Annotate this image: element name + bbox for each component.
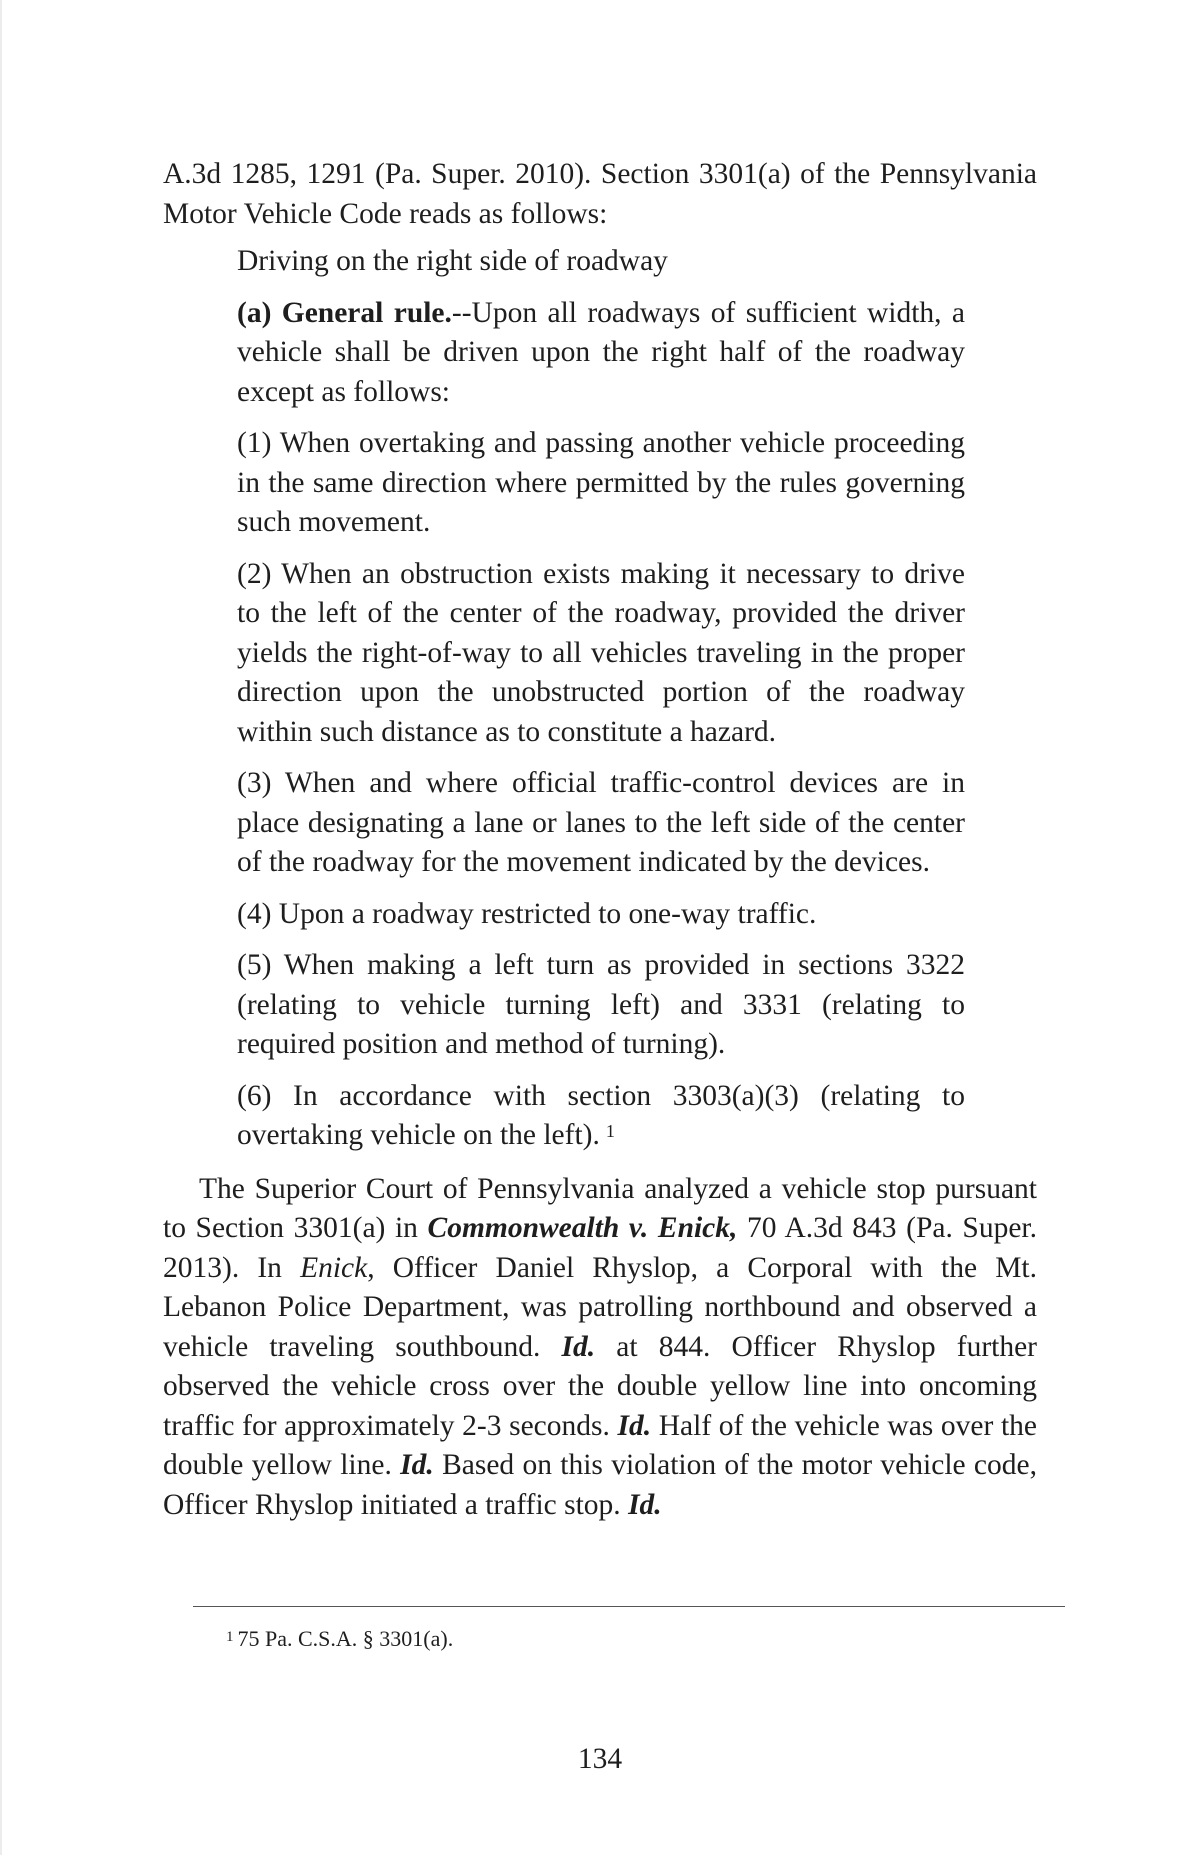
footnote-marker: 1	[226, 1629, 234, 1645]
statute-item-3: (3) When and where official traffic-control devices are in place designating a lane or lanes to the left side of the center of the roadway for the movement indicated by the devices.	[237, 767, 965, 878]
analysis-text-5: Half of the vehicle was over the double yellow line.	[163, 1409, 1037, 1481]
general-rule-label: (a) General rule.	[237, 296, 452, 329]
id-citation-1: Id.	[561, 1330, 596, 1363]
statute-item-5: (5) When making a left turn as provided in sections 3322 (relating to vehicle turning left) and 3331 (relating to required position and method of turning).	[237, 949, 965, 1060]
footnote-text: 75 Pa. C.S.A. § 3301(a).	[237, 1626, 454, 1651]
case-short-name: Enick	[300, 1251, 368, 1284]
id-citation-4: Id.	[628, 1488, 662, 1521]
footnote	[226, 1624, 453, 1654]
analysis-paragraph	[163, 1170, 1037, 1526]
footnote-divider	[193, 1606, 1065, 1607]
statute-item-1: (1) When overtaking and passing another vehicle proceeding in the same direction where permitted by the rules governing such movement.	[237, 427, 965, 538]
analysis-text-3: , Officer Daniel Rhyslop, a Corporal with the Mt. Lebanon Police Department, was patrolling northbound and observed a vehicle traveling southbound.	[163, 1251, 1038, 1363]
statute-item-4: (4) Upon a roadway restricted to one-way traffic.	[237, 897, 817, 930]
opening-paragraph	[163, 155, 1037, 234]
page-number: 134	[577, 1743, 623, 1775]
analysis-text-4: at 844. Officer Rhyslop further observed the vehicle cross over the double yellow line into oncoming traffic for approximately 2-3 seconds.	[163, 1330, 1038, 1442]
analysis-text-2: 70 A.3d 843 (Pa. Super. 2013). In	[163, 1212, 1037, 1284]
statute-item-6-paragraph	[237, 1077, 965, 1156]
case-name: Commonwealth v. Enick,	[427, 1212, 738, 1244]
analysis-text-6: Based on this violation of the motor vehicle code, Officer Rhyslop initiated a traffic stop.	[163, 1449, 1037, 1521]
statute-block-quote	[237, 242, 965, 1156]
statute-general-rule	[237, 294, 965, 413]
opening-text: A.3d 1285, 1291 (Pa. Super. 2010). Section 3301(a) of the Pennsylvania Motor Vehicle Code reads as follows:	[163, 158, 1037, 230]
id-citation-2: Id.	[617, 1409, 652, 1442]
statute-title: Driving on the right side of roadway	[237, 245, 668, 277]
id-citation-3: Id.	[400, 1449, 434, 1481]
page-edge	[0, 0, 2, 1855]
statute-item-6: (6) In accordance with section 3303(a)(3) (relating to overtaking vehicle on the left).	[237, 1079, 965, 1151]
body-text	[163, 155, 1037, 1525]
footnote-reference[interactable]: 1	[605, 1121, 615, 1141]
statute-item-2: (2) When an obstruction exists making it necessary to drive to the left of the center of the roadway, provided the driver yields the right-of-way to all vehicles traveling in the proper direction upon the unobstructed portion of the roadway within such distance as to constitute a hazard.	[237, 557, 965, 748]
general-rule-text: --Upon all roadways of sufficient width, a vehicle shall be driven upon the right half of the roadway except as follows:	[237, 296, 965, 408]
analysis-text-1: The Superior Court of Pennsylvania analyzed a vehicle stop pursuant to Section 3301(a) in	[163, 1172, 1037, 1244]
